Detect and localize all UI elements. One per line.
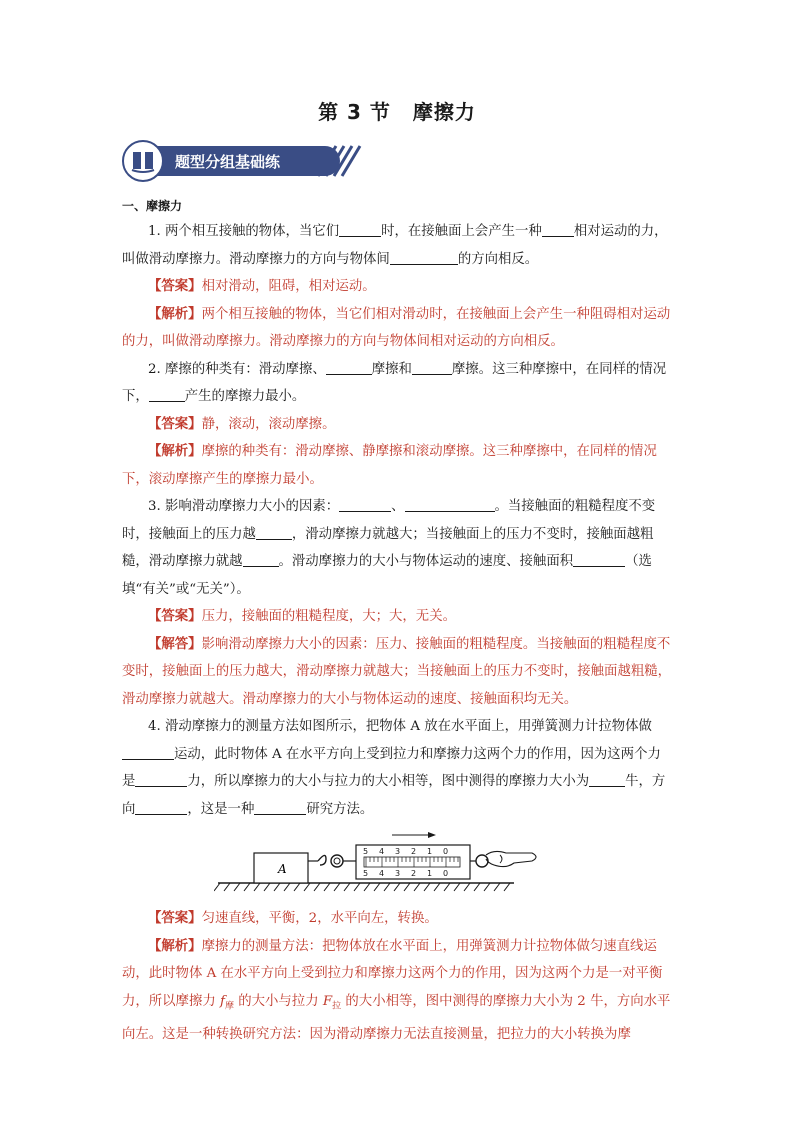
svg-text:2: 2 <box>411 869 417 878</box>
analysis-3: 【解答】影响滑动摩擦力大小的因素：压力、接触面的粗糙程度。当接触面的粗糙程度不变时，接触面上的压力越大，滑动摩擦力就越大；当接触面上的压力不变时，接触面越粗糙，滑动摩擦力就越大。滑动摩擦力的大小与物体运动的速度、接触面积均无关。 <box>122 635 672 707</box>
ring-left <box>331 855 343 867</box>
answer-2: 【答案】静，滚动，滚动摩擦。 <box>148 415 336 432</box>
answer-blank[interactable] <box>339 222 381 237</box>
svg-text:1: 1 <box>427 869 433 878</box>
section-heading: 一、摩擦力 <box>122 199 183 213</box>
answer-blank[interactable] <box>149 387 185 402</box>
answer-1: 【答案】相对滑动，阻碍，相对运动。 <box>148 278 376 294</box>
spring-scale-diagram <box>214 825 554 905</box>
section-banner <box>122 140 362 182</box>
analysis-4: 【解析】摩擦力的测量方法：把物体放在水平面上，用弹簧测力计拉物体做匀速直线运动，此时物体 A 在水平方向上受到拉力和摩擦力这两个力的作用，因为这两个力是一对平衡力，所以摩擦力 $f_摩$ 的大小与拉力 $F_拉$ 的大小相等，图中测得的摩擦力大小为 2 牛，方向水平向左。这是一种转换研究方法：因为滑动摩擦力无法直接测量，把拉力的大小转换为摩 <box>122 937 671 1042</box>
svg-text:1: 1 <box>427 847 433 856</box>
answer-blank[interactable] <box>589 772 625 787</box>
answer-blank[interactable] <box>243 552 279 567</box>
analysis-2: 【解析】摩擦的种类有：滑动摩擦、静摩擦和滚动摩擦。这三种摩擦中，在同样的情况下，滚动摩擦产生的摩擦力最小。 <box>122 443 657 487</box>
answer-3: 【答案】压力，接触面的粗糙程度，大；大，无关。 <box>148 608 456 624</box>
hook <box>318 855 326 865</box>
svg-text:2: 2 <box>411 847 417 856</box>
svg-text:3: 3 <box>395 869 401 878</box>
answer-blank[interactable] <box>405 497 495 512</box>
spring-scale-figure <box>122 825 674 905</box>
answer-blank[interactable] <box>390 250 458 265</box>
svg-text:5: 5 <box>363 869 369 878</box>
question-2: 2. 摩擦的种类有：滑动摩擦、 摩擦和 摩擦。这三种摩擦中，在同样的情况下， 产生的摩擦力最小。 <box>122 361 667 404</box>
answer-blank[interactable] <box>542 222 574 237</box>
answer-blank[interactable] <box>339 497 391 512</box>
answer-blank[interactable] <box>122 745 174 760</box>
answer-blank[interactable] <box>135 800 187 815</box>
svg-text:4: 4 <box>379 869 385 878</box>
banner-label: 题型分组基础练 <box>175 153 281 171</box>
answer-blank[interactable] <box>573 552 625 567</box>
answer-blank[interactable] <box>412 360 452 375</box>
answer-blank[interactable] <box>254 800 306 815</box>
question-1: 1. 两个相互接触的物体，当它们 时，在接触面上会产生一种 相对运动的力，叫做滑动摩擦力。滑动摩擦力的方向与物体间 的方向相反。 <box>122 224 668 267</box>
svg-text:0: 0 <box>443 869 449 878</box>
answer-4: 【答案】匀速直线，平衡，2，水平向左，转换。 <box>148 910 438 926</box>
pull-arrow-head <box>428 832 436 838</box>
svg-text:4: 4 <box>379 847 385 856</box>
analysis-1: 【解析】两个相互接触的物体，当它们相对滑动时，在接触面上会产生一种阻碍相对运动的力，叫做滑动摩擦力。滑动摩擦力的方向与物体间相对运动的方向相反。 <box>122 305 671 349</box>
title-topic: 摩擦力 <box>412 100 476 124</box>
page-title <box>0 96 794 125</box>
question-list <box>122 218 674 1048</box>
question-3: 3. 影响滑动摩擦力大小的因素： 、 。当接触面的粗糙程度不变时，接触面上的压力越 ，滑动摩擦力就越大；当接触面上的压力不变时，接触面越粗糙，滑动摩擦力就越 。滑动摩擦力的大小与物体运动的速度、接触面积 （选填“有关”或“无关”）。 <box>122 499 656 597</box>
answer-blank[interactable] <box>256 525 292 540</box>
book-icon <box>122 140 164 182</box>
svg-text:3: 3 <box>395 847 401 856</box>
title-section: 第 3 节 <box>318 100 391 124</box>
block-a-label: A <box>278 862 287 876</box>
hand-icon <box>486 851 536 866</box>
question-4: 4. 滑动摩擦力的测量方法如图所示，把物体 A 放在水平面上，用弹簧测力计拉物体做运动，此时物体 A 在水平方向上受到拉力和摩擦力这两个力的作用，因为这两个力是 力，所以摩擦力的大小与拉力的大小相等，图中测得的摩擦力大小为 牛，方向 ，这是一种 研究方法。 <box>122 719 666 817</box>
ring-right <box>476 855 488 867</box>
answer-blank[interactable] <box>326 360 372 375</box>
svg-text:0: 0 <box>443 847 449 856</box>
answer-blank[interactable] <box>135 772 187 787</box>
svg-text:5: 5 <box>363 847 369 856</box>
ground-hatching <box>214 883 510 891</box>
